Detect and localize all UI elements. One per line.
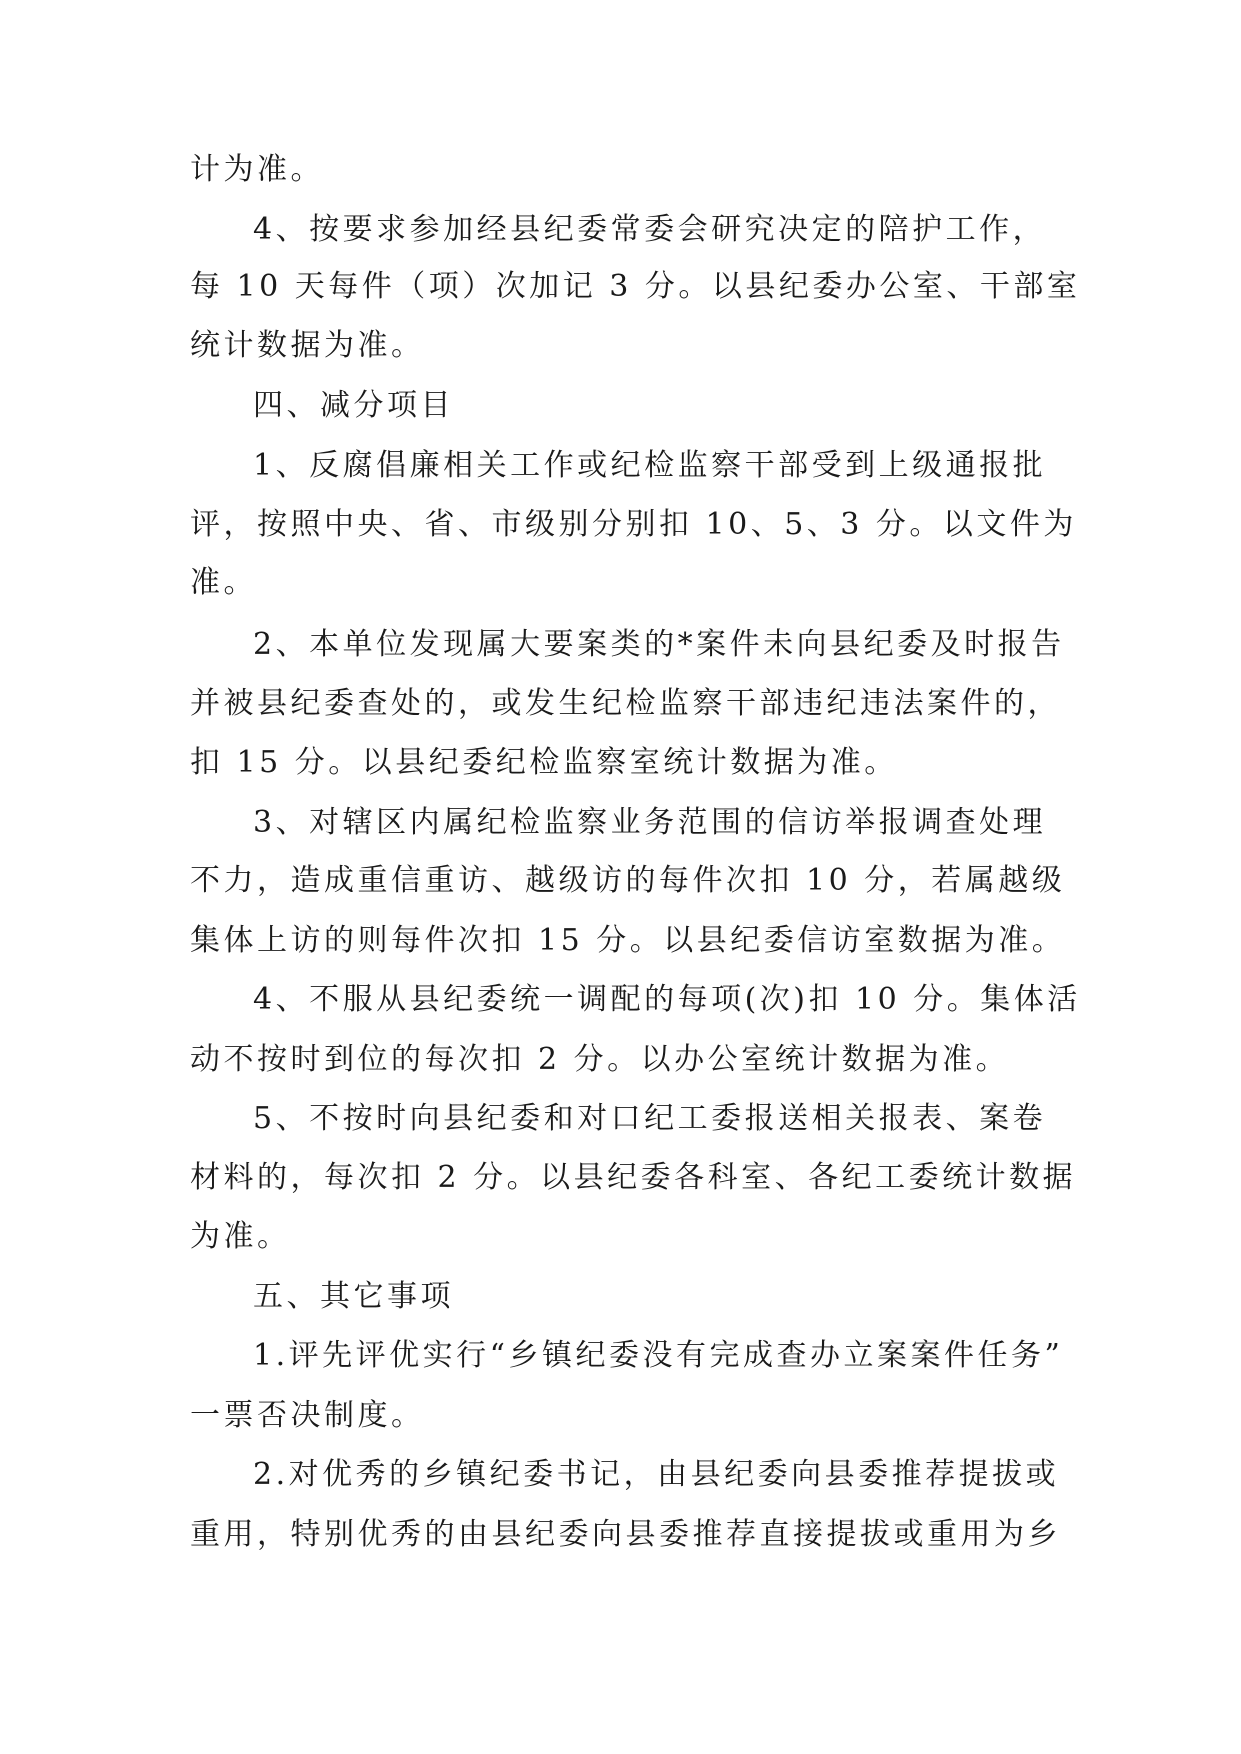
body-text-line: 材料的，每次扣 2 分。以县纪委各科室、各纪工委统计数据 bbox=[190, 1160, 1077, 1195]
body-text-line: 重用，特别优秀的由县纪委向县委推荐直接提拔或重用为乡 bbox=[190, 1517, 1061, 1552]
section-heading: 五、其它事项 bbox=[253, 1279, 454, 1314]
body-text-line: 计为准。 bbox=[190, 152, 324, 187]
body-text-line: 集体上访的则每件次扣 15 分。以县纪委信访室数据为准。 bbox=[190, 923, 1066, 958]
body-text-line: 5、不按时向县纪委和对口纪工委报送相关报表、案卷 bbox=[253, 1101, 1047, 1136]
body-text-line: 1.评先评优实行“乡镇纪委没有完成查办立案案件任务” bbox=[253, 1338, 1064, 1373]
body-text-line: 为准。 bbox=[190, 1219, 291, 1254]
body-text-line: 动不按时到位的每次扣 2 分。以办公室统计数据为准。 bbox=[190, 1042, 1010, 1077]
body-text-line: 每 10 天每件（项）次加记 3 分。以县纪委办公室、干部室 bbox=[190, 269, 1081, 304]
body-text-line: 准。 bbox=[190, 565, 257, 600]
body-text-line: 并被县纪委查处的，或发生纪检监察干部违纪违法案件的， bbox=[190, 686, 1061, 721]
body-text-line: 统计数据为准。 bbox=[190, 328, 425, 363]
section-heading: 四、减分项目 bbox=[253, 388, 454, 423]
body-text-line: 评，按照中央、省、市级别分别扣 10、5、3 分。以文件为 bbox=[190, 507, 1077, 542]
body-text-line: 一票否决制度。 bbox=[190, 1398, 425, 1433]
body-text-line: 4、不服从县纪委统一调配的每项(次)扣 10 分。集体活 bbox=[253, 982, 1081, 1017]
body-text-line: 1、反腐倡廉相关工作或纪检监察干部受到上级通报批 bbox=[253, 448, 1047, 483]
body-text-line: 2.对优秀的乡镇纪委书记，由县纪委向县委推荐提拔或 bbox=[253, 1457, 1060, 1492]
body-text-line: 扣 15 分。以县纪委纪检监察室统计数据为准。 bbox=[190, 745, 898, 780]
body-text-line: 3、对辖区内属纪检监察业务范围的信访举报调查处理 bbox=[253, 805, 1047, 840]
body-text-line: 4、按要求参加经县纪委常委会研究决定的陪护工作， bbox=[253, 212, 1047, 247]
body-text-line: 不力，造成重信重访、越级访的每件次扣 10 分，若属越级 bbox=[190, 863, 1066, 898]
body-text-line: 2、本单位发现属大要案类的*案件未向县纪委及时报告 bbox=[253, 627, 1065, 662]
